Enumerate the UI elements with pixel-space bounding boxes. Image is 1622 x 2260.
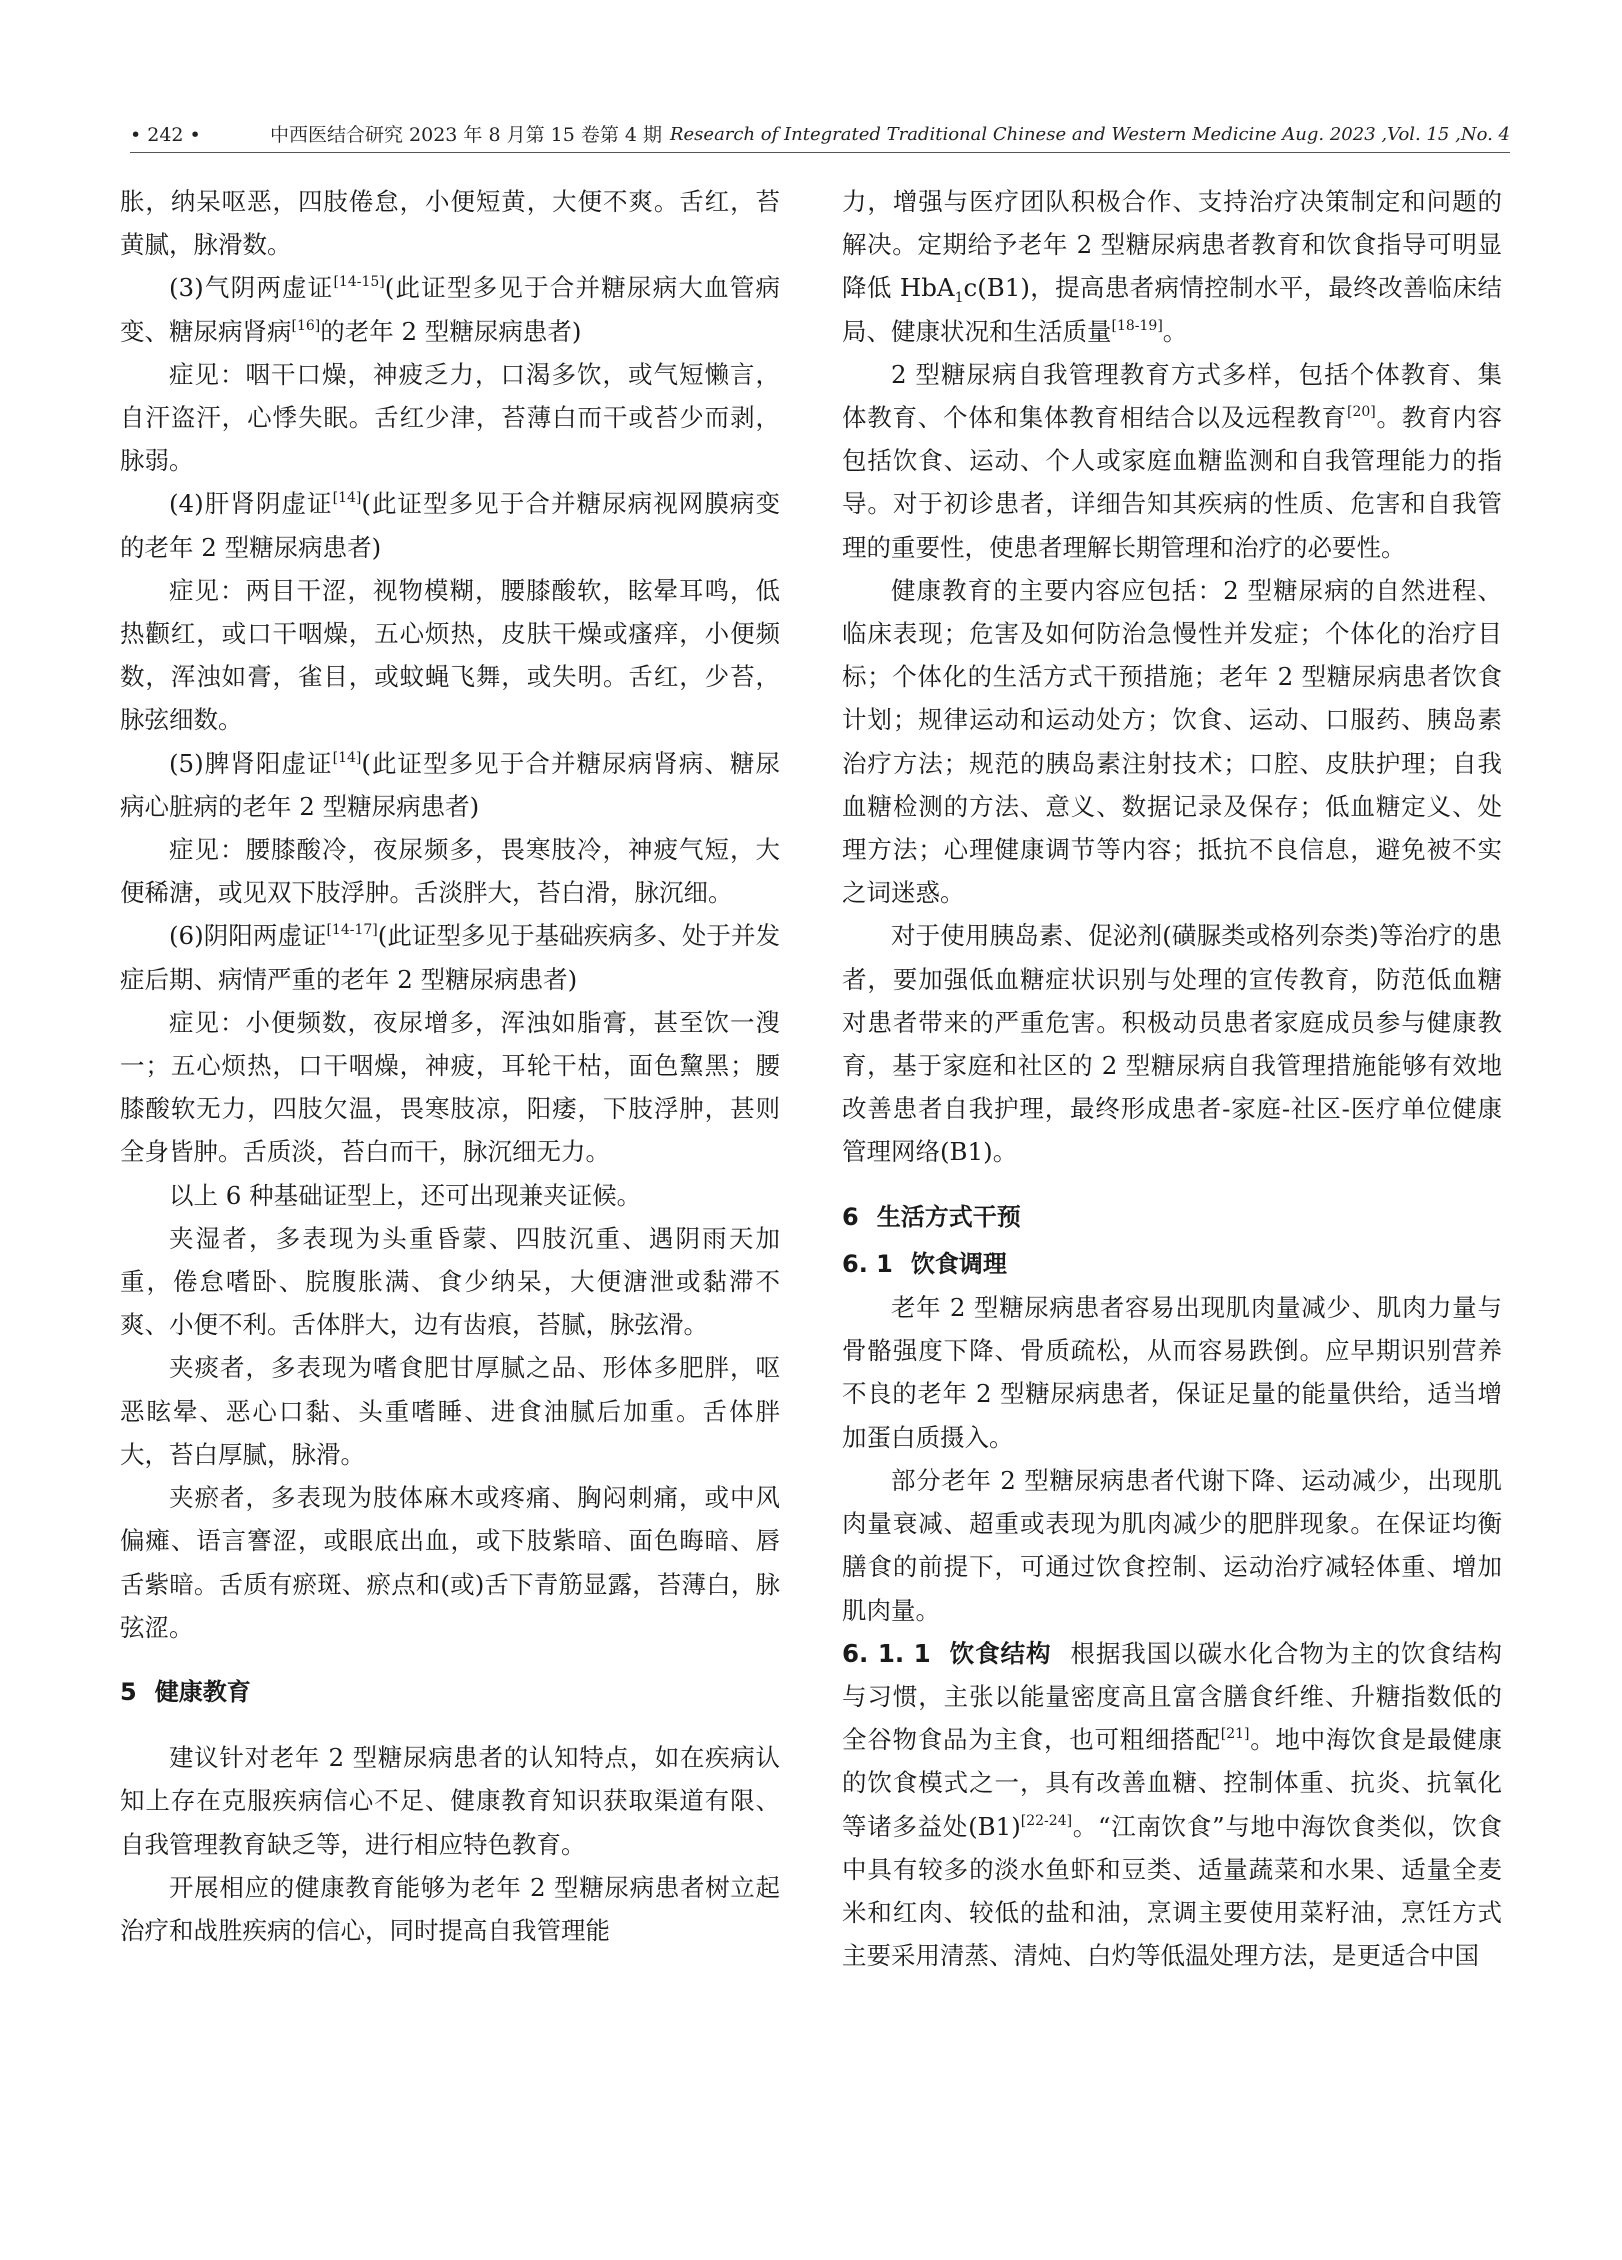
paragraph: 夹痰者，多表现为嗜食肥甘厚腻之品、形体多肥胖，呕恶眩晕、恶心口黏、头重嗜睡、进食油腻后加重。舌体胖大，苔白厚腻，脉滑。 bbox=[120, 1353, 780, 1469]
syndrome-heading-yin-yang: (6)阴阳两虚证[14-17](此证型多见于基础疾病多、处于并发症后期、病情严重的老年 2 型糖尿病患者) bbox=[120, 921, 780, 994]
paragraph: 老年 2 型糖尿病患者容易出现肌肉量减少、肌肉力量与骨骼强度下降、骨质疏松，从而容易跌倒。应早期识别营养不良的老年 2 型糖尿病患者，保证足量的能量供给，适当增加蛋白质摄入。 bbox=[842, 1293, 1502, 1452]
paragraph: 2 型糖尿病自我管理教育方式多样，包括个体教育、集体教育、个体和集体教育相结合以及远程教育[20]。教育内容包括饮食、运动、个人或家庭血糖监测和自我管理能力的指导。对于初诊患者，详细告知其疾病的性质、危害和自我管理的重要性，使患者理解长期管理和治疗的必要性。 bbox=[842, 359, 1502, 562]
citation: [21] bbox=[1220, 1726, 1250, 1743]
right-column bbox=[842, 180, 1502, 1977]
citation: [18-19] bbox=[1111, 317, 1163, 334]
syndrome-heading-qi-yin: (3)气阴两虚证[14-15](此证型多见于合并糖尿病大血管病变、糖尿病肾病[16]的老年 2 型糖尿病患者) bbox=[120, 273, 780, 346]
paragraph: 对于使用胰岛素、促泌剂(磺脲类或格列奈类)等治疗的患者，要加强低血糖症状识别与处理的宣传教育，防范低血糖对患者带来的严重危害。积极动员患者家庭成员参与健康教育，基于家庭和社区的 2 型糖尿病自我管理措施能够有效地改善患者自我护理，最终形成患者-家庭-社区-医疗单位健康管理网络(B1)。 bbox=[842, 921, 1502, 1167]
citation: [16] bbox=[291, 317, 321, 334]
syndrome-heading-pi-shen: (5)脾肾阳虚证[14](此证型多见于合并糖尿病肾病、糖尿病心脏病的老年 2 型糖尿病患者) bbox=[120, 748, 780, 821]
paragraph: 症见：两目干涩，视物模糊，腰膝酸软，眩晕耳鸣，低热颧红，或口干咽燥，五心烦热，皮肤干燥或瘙痒，小便频数，浑浊如膏，雀目，或蚊蝇飞舞，或失明。舌红，少苔，脉弦细数。 bbox=[120, 575, 780, 735]
paragraph: 夹瘀者，多表现为肢体麻木或疼痛、胸闷刺痛，或中风偏瘫、语言謇涩，或眼底出血，或下肢紫暗、面色晦暗、唇舌紫暗。舌质有瘀斑、瘀点和(或)舌下青筋显露，苔薄白，脉弦涩。 bbox=[120, 1483, 780, 1642]
page-number: • 242 • bbox=[130, 124, 201, 146]
section-heading-5: 5 健康教育 bbox=[120, 1677, 251, 1706]
citation: [14] bbox=[332, 749, 362, 766]
citation: [14-15] bbox=[333, 274, 385, 291]
paragraph: 胀，纳呆呕恶，四肢倦怠，小便短黄，大便不爽。舌红，苔黄腻，脉滑数。 bbox=[120, 187, 780, 260]
paragraph: 力，增强与医疗团队积极合作、支持治疗决策制定和问题的解决。定期给予老年 2 型糖尿病患者教育和饮食指导可明显降低 HbA$_1$c(B1)，提高患者病情控制水平，最终改善临床结局、健康状况和生活质量[18-19]。 bbox=[842, 187, 1502, 346]
paragraph: 夹湿者，多表现为头重昏蒙、四肢沉重、遇阴雨天加重，倦怠嗜卧、脘腹胀满、食少纳呆，大便溏泄或黏滞不爽、小便不利。舌体胖大，边有齿痕，苔腻，脉弦滑。 bbox=[120, 1223, 780, 1340]
paragraph: 症见：咽干口燥，神疲乏力，口渴多饮，或气短懒言，自汗盗汗，心悸失眠。舌红少津，苔薄白而干或苔少而剥，脉弱。 bbox=[120, 359, 780, 476]
paragraph: 部分老年 2 型糖尿病患者代谢下降、运动减少，出现肌肉量衰减、超重或表现为肌肉减少的肥胖现象。在保证均衡膳食的前提下，可通过饮食控制、运动治疗减轻体重、增加肌肉量。 bbox=[842, 1465, 1502, 1625]
paragraph: 症见：腰膝酸冷，夜尿频多，畏寒肢冷，神疲气短，大便稀溏，或见双下肢浮肿。舌淡胖大，苔白滑，脉沉细。 bbox=[120, 835, 780, 908]
syndrome-heading-gan-shen: (4)肝肾阴虚证[14](此证型多见于合并糖尿病视网膜病变的老年 2 型糖尿病患者) bbox=[120, 489, 780, 562]
journal-title-en: Research of Integrated Traditional Chinese and Western Medicine Aug. 2023 ,Vol. 15 ,No. 4 bbox=[669, 124, 1510, 145]
paragraph: 建议针对老年 2 型糖尿病患者的认知特点，如在疾病认知上存在克服疾病信心不足、健康教育知识获取渠道有限、自我管理教育缺乏等，进行相应特色教育。 bbox=[120, 1743, 780, 1859]
running-header bbox=[130, 118, 1510, 153]
section-heading-6: 6 生活方式干预 bbox=[842, 1202, 1021, 1231]
citation: [14] bbox=[332, 490, 362, 507]
subsection-heading-6-1: 6. 1 饮食调理 bbox=[842, 1249, 1007, 1278]
paragraph: 开展相应的健康教育能够为老年 2 型糖尿病患者树立起治疗和战胜疾病的信心，同时提高自我管理能 bbox=[120, 1872, 780, 1945]
subsubsection-6-1-1: 6. 1. 1 饮食结构 根据我国以碳水化合物为主的饮食结构与习惯，主张以能量密度高且富含膳食纤维、升糖指数低的全谷物食品为主食，也可粗细搭配[21]。地中海饮食是最健康的饮食模式之一，具有改善血糖、控制体重、抗炎、抗氧化等诸多益处(B1)[22-24]。“江南饮食”与地中海饮食类似，饮食中具有较多的淡水鱼虾和豆类、适量蔬菜和水果、适量全麦米和红肉、较低的盐和油，烹调主要使用菜籽油，烹饪方式主要采用清蒸、清炖、白灼等低温处理方法，是更适合中国 bbox=[842, 1638, 1503, 1971]
citation: [20] bbox=[1347, 404, 1376, 421]
paragraph: 以上 6 种基础证型上，还可出现兼夹证候。 bbox=[169, 1180, 642, 1210]
journal-title-cn: 中西医结合研究 2023 年 8 月第 15 卷第 4 期 bbox=[270, 124, 663, 146]
paragraph: 症见：小便频数，夜尿增多，浑浊如脂膏，甚至饮一溲一；五心烦热，口干咽燥，神疲，耳轮干枯，面色黧黑；腰膝酸软无力，四肢欠温，畏寒肢凉，阳痿，下肢浮肿，甚则全身皆肿。舌质淡，苔白而干，脉沉细无力。 bbox=[120, 1007, 780, 1167]
left-column bbox=[120, 180, 780, 1952]
citation: [22-24] bbox=[1020, 1812, 1073, 1829]
citation: [14-17] bbox=[326, 922, 378, 939]
paragraph: 健康教育的主要内容应包括：2 型糖尿病的自然进程、临床表现；危害及如何防治急慢性并发症；个体化的治疗目标；个体化的生活方式干预措施；老年 2 型糖尿病患者饮食计划；规律运动和运动处方；饮食、运动、口服药、胰岛素治疗方法；规范的胰岛素注射技术；口腔、皮肤护理；自我血糖检测的方法、意义、数据记录及保存；低血糖定义、处理方法；心理健康调节等内容；抵抗不良信息，避免被不实之词迷惑。 bbox=[842, 575, 1502, 908]
